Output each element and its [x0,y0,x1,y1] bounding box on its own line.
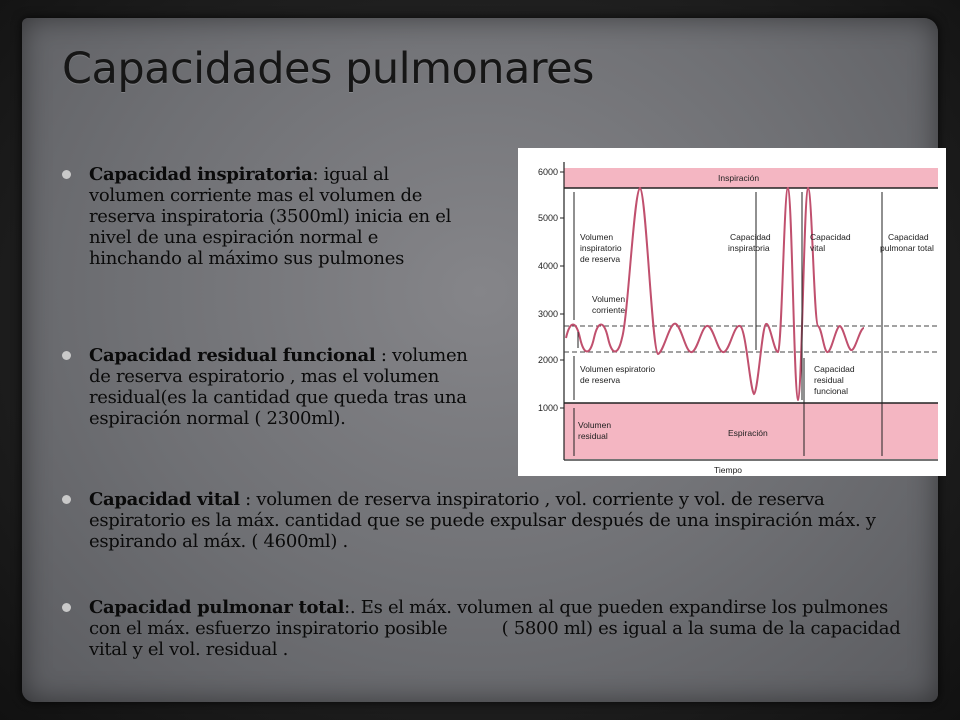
bullet-body: :. Es el máx. volumen al que pueden expandirse los pulmones con el máx. esfuerzo inspiratorio posible ( 5800 ml) es igual a la suma de la capacidad vital y el vol. residual . [89,597,906,660]
y-tick-1000: 1000 [537,403,558,413]
bullet-text [89,345,482,429]
bullet-body: : igual al volumen corriente mas el volumen de reserva inspiratoria (3500ml) inicia en el nivel de una espiración normal e hinchando al máximo sus pulmones [89,164,452,269]
label-vc-1: Volumen [592,294,626,304]
label-crf-1: Capacidad [814,364,855,374]
bullet-text [89,489,902,552]
y-tick-4000: 4000 [537,261,558,271]
label-vre-2: de reserva [580,375,621,385]
bullet-term: Capacidad residual funcional [89,345,376,366]
lung-volumes-svg [518,148,946,476]
label-cv-2: vital [810,243,826,253]
label-crf-2: residual [814,375,844,385]
label-vc-2: corriente [592,305,626,315]
bullet-capacidad-vital [62,489,902,552]
bullet-capacidad-pulmonar-total [62,597,922,660]
label-crf-3: funcional [814,386,849,396]
bullet-dot-icon [62,351,71,360]
label-espiracion: Espiración [728,428,768,438]
y-tick-3000: 3000 [537,309,558,319]
label-vre-1: Volumen espiratorio [580,364,656,374]
label-cv-1: Capacidad [810,232,851,242]
bullet-dot-icon [62,170,71,179]
label-ci-1: Capacidad [730,232,771,242]
label-vr-2: residual [578,431,608,441]
bullet-body: : volumen de reserva inspiratorio , vol. corriente y vol. de reserva espiratorio es la máx. cantidad que se puede expulsar después de una inspiración máx. y espirando al máx. ( 4600ml) . [89,489,876,552]
label-vr-1: Volumen [578,420,612,430]
label-cpt-2: pulmonar total [880,243,934,253]
bullet-dot-icon [62,495,71,504]
bullet-text [89,164,462,269]
bullet-term: Capacidad pulmonar total [89,597,345,618]
bullet-capacidad-residual-funcional [62,345,482,429]
bullet-term: Capacidad inspiratoria [89,164,313,185]
y-tick-5000: 5000 [537,213,558,223]
bullet-body: : volumen de reserva espiratorio , mas el volumen residual(es la cantidad que queda tras una espiración normal ( 2300ml). [89,345,468,429]
bullet-term: Capacidad vital [89,489,240,510]
y-tick-6000: 6000 [537,167,558,177]
label-vri-2: inspiratorio [580,243,622,253]
label-ci-2: inspiratoria [728,243,770,253]
bullet-capacidad-inspiratoria [62,164,462,269]
lung-volumes-diagram [518,148,946,476]
label-cpt-1: Capacidad [888,232,929,242]
label-vri-1: Volumen [580,232,614,242]
bullet-text [89,597,922,660]
label-inspiracion: Inspiración [718,173,760,183]
bullet-dot-icon [62,603,71,612]
label-vri-3: de reserva [580,254,621,264]
y-tick-2000: 2000 [537,355,558,365]
label-tiempo: Tiempo [714,465,743,475]
slide-title: Capacidades pulmonares [62,44,594,94]
